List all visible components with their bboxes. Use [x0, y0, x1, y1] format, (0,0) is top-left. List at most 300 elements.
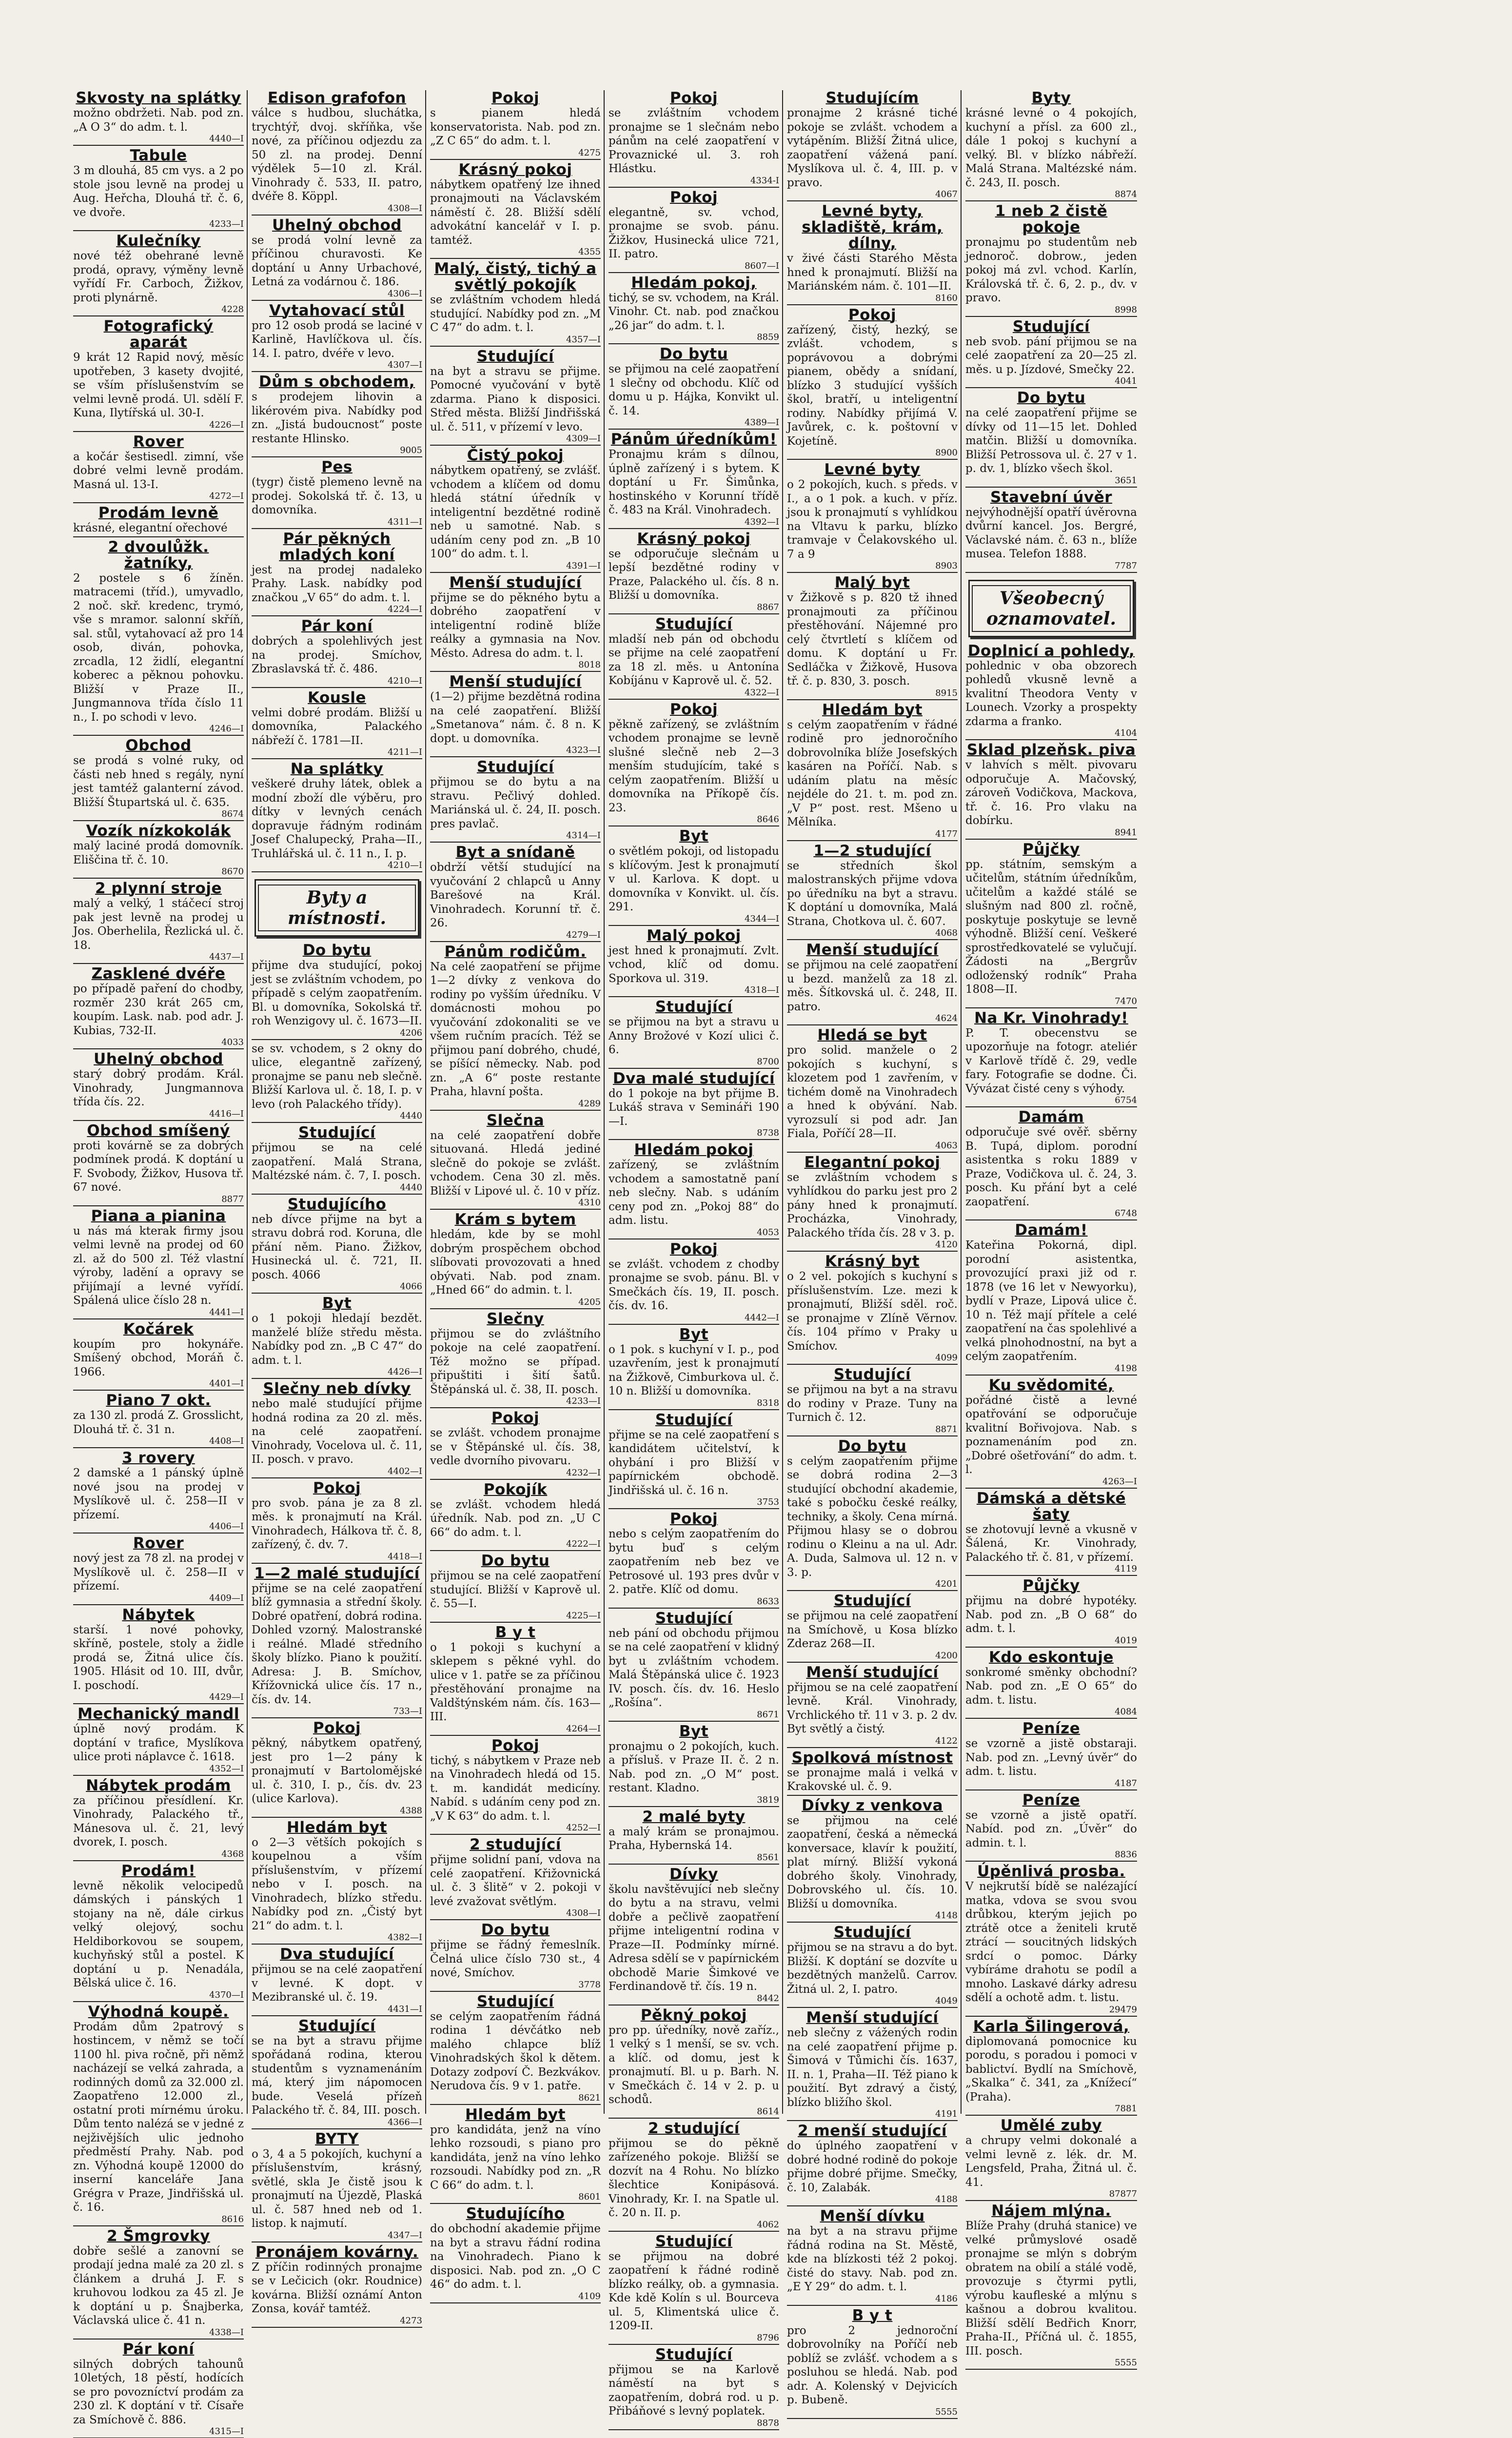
- classified-ad: [430, 759, 601, 843]
- ad-body: obdrží větší studující na vyučování 2 chlapců u Anny Barešové na Král. Vinohradech. Korunní tř. č. 26.: [430, 861, 601, 930]
- classified-ad: [965, 1721, 1137, 1790]
- classified-ad: [252, 1480, 422, 1564]
- ad-reference-number: 4104: [965, 728, 1137, 740]
- classified-ad: [430, 674, 601, 757]
- classified-ad: [252, 1197, 422, 1294]
- ad-heading: Skvosty na splátky: [73, 90, 244, 106]
- ad-body: s celým zaopatřením v řádné rodině pro jednoročního dobrovolníka blíže Josefských kasáren na Poříčí. Nab. s udáním platu na měsíc nejdéle do 21. t. m. pod zn. „V P“ post. rest. Mšeno u Mělníka.: [787, 718, 958, 829]
- ad-body: pořádné čistě a levné opatřování se odporučuje kvalitní Bořivojova. Nab. s poznamenáním pod zn. „Dobré ošetřování“ do adm. t. l.: [965, 1394, 1137, 1477]
- ad-body: nebo malé studující přijme hodná rodina za 20 zl. měs. na celé zaopatření. Vinohrady, Vocelova ul. č. 11, II. posch. v pravo.: [252, 1397, 422, 1467]
- classified-ad: [609, 1867, 779, 2005]
- classified-ad: [609, 1142, 779, 1239]
- ad-reference-number: 4066: [252, 1282, 422, 1294]
- ad-body: Prodám dům 2patrový s hostincem, v němž se točí 1100 hl. piva ročně, při němž nacházejí se velká zahrada, a rodinných domů za 32.000 zl. Zaopatřeno 12.000 zl., ostatní proti mírnému úroku. Dům tento nalézá se v jedné z nejživějších ulic jednoho předměstí Prahy. Nab. pod zn. Výhodná koupě 12000 do inserní kanceláře Jana Grégra v Praze, Jindřišská ul. č. 16.: [73, 2020, 244, 2215]
- ad-body: pronajme 2 krásné tiché pokoje se zvlášt. vchodem a vytápěním. Bližší Žitná ulice, zaopatření vážená paní. Myslíkova ul. č. 4, III. p. v pravo.: [787, 106, 958, 190]
- ad-body: se odporučuje slečnám u lepší bezdětné rodiny v Praze, Palackého ul. čís. 8 n. Bližší u domovníka.: [609, 547, 779, 603]
- classified-ad: [430, 1625, 601, 1736]
- classified-ad: [965, 1792, 1137, 1862]
- ad-body: pp. státním, semským a učitelům, státním úředníkům, učitelům a každé stálé se slušným nad 800 zl. ročně, poskytuje poskytuje se levně výhodně. Bližší cení. Veškeré sprostředkovatelé se vylučují. Žádosti na „Bergrův odloženský rodník“ Praha 1808—II.: [965, 858, 1137, 997]
- ad-heading: Hledám pokoj: [609, 1142, 779, 1158]
- ad-heading: Mechanický mandl: [73, 1706, 244, 1722]
- ad-heading: Krásný pokoj: [609, 531, 779, 547]
- classified-ad: [73, 1607, 244, 1705]
- ad-body: se zvlášt. vchodem hledá úředník. Nab. pod zn. „U C 66“ do adm. t. l.: [430, 1498, 601, 1540]
- ad-body: se přijmou na celé zaopatření 1 slečny od obchodu. Klíč od domu u p. Hájka, Konvikt ul. č. 14.: [609, 362, 779, 418]
- classified-ad: [252, 459, 422, 529]
- ad-body: neb slečny z vážených rodin na celé zaopatření přijme p. Šimová v Tůmichi čís. 1637, II. n. 1, Praha—II. Též piano k použití. Byt zdravý a čistý, blízko bližího škol.: [787, 2026, 958, 2109]
- ad-reference-number: 4191: [787, 2109, 958, 2121]
- ad-heading: Byt a snídaně: [430, 845, 601, 861]
- ad-heading: Dívky z venkova: [787, 1798, 958, 1814]
- ad-reference-number: 4233—I: [430, 1396, 601, 1408]
- classified-ad: [430, 1212, 601, 1309]
- ad-reference-number: 4347—I: [252, 2231, 422, 2242]
- ad-reference-number: 4408—I: [73, 1436, 244, 1448]
- ad-reference-number: 4264—I: [430, 1724, 601, 1736]
- ad-heading: Pokoj: [787, 307, 958, 323]
- ad-body: dobrých a spolehlivých jest na prodej. Smíchov, Zbraslavská tř. č. 486.: [252, 634, 422, 676]
- classified-ad: [787, 462, 958, 573]
- ad-body: pro 2 jednoroční dobrovolníky na Poříčí neb poblíž se zvlášť. vchodem a s posluhou se hledá. Nab. pod adr. A. Kolenský v Dejvicích p. Bubeně.: [787, 2324, 958, 2407]
- ad-heading: Umělé zuby: [965, 2118, 1137, 2134]
- ad-body: nový jest za 78 zl. na prodej v Myslíkově ul. č. 258—II v přízemí.: [73, 1552, 244, 1593]
- ad-body: sonkromé směnky obchodní? Nab. pod zn. „E O 65“ do adm. t. listu.: [965, 1666, 1137, 1708]
- classified-ad: [609, 2121, 779, 2232]
- ad-body: V nejkrutší bídě se nalézající matka, vdova se svou svou drůbkou, kterým jejich po ztrátě otce a ženiteli krutě ztrácí — soucitných lidských srdcí o pomoc. Dárky vybíráme drahotu se podíl a mnoho. Laskavé dárky adresu sdělí a ochotě adm. t. listu.: [965, 1880, 1137, 2005]
- ad-heading: Na Kr. Vinohrady!: [965, 1010, 1137, 1026]
- ad-body: pro 12 osob prodá se laciné v Karlině, Havlíčkova ul. čís. 14. I. patro, dvéře v levo.: [252, 319, 422, 361]
- classified-ad: [430, 1922, 601, 1992]
- classified-ad: [787, 1665, 958, 1748]
- classified-ad: [609, 2234, 779, 2345]
- ad-heading: Pánům rodičům.: [430, 944, 601, 960]
- ad-reference-number: 4306—I: [252, 289, 422, 301]
- classified-ad: [73, 1123, 244, 1206]
- ad-reference-number: 4389—I: [609, 418, 779, 430]
- ad-reference-number: 4062: [609, 2220, 779, 2232]
- ad-heading: Studující: [787, 1367, 958, 1383]
- classified-ad: [609, 2007, 779, 2119]
- classified-ad: [609, 828, 779, 926]
- classified-ad: [965, 319, 1137, 389]
- ad-reference-number: 8671: [609, 1710, 779, 1722]
- section-heading-label: Všeobecný oznamovatel.: [972, 585, 1131, 632]
- ad-reference-number: 4211—I: [252, 747, 422, 759]
- ad-reference-number: 4401—I: [73, 1379, 244, 1391]
- ad-reference-number: [787, 1794, 958, 1796]
- ad-heading: Do bytu: [430, 1922, 601, 1938]
- classified-ad: [609, 928, 779, 998]
- ad-heading: Menší studující: [787, 942, 958, 958]
- classified-ad: [787, 1155, 958, 1252]
- ad-body: neb svob. pání přijmou se na celé zaopatření za 20—25 zl. měs. u p. Jízdové, Smečky 22.: [965, 335, 1137, 377]
- ad-heading: Hledá se byt: [787, 1027, 958, 1043]
- classified-ad: [430, 944, 601, 1111]
- ad-heading: Dámská a dětské šaty: [965, 1491, 1137, 1523]
- ad-reference-number: 4232—I: [430, 1468, 601, 1480]
- ad-body: se středních škol malostranských přijme vdova po úředníku na byt a stravu. K doptání u domovníka, Malá Strana, Chotkova ul. č. 607.: [787, 859, 958, 929]
- section-heading-byty: [255, 879, 419, 937]
- ad-heading: 3 rovery: [73, 1450, 244, 1466]
- ad-reference-number: 4222—I: [430, 1539, 601, 1551]
- ad-body: přijme dva studující, pokoj jest se zvláštním vchodem, po případě s celým zaopatřením. Bl. u domovníka, Sokolská tř. roh Wenzigovy ul. č. 1673—II.: [252, 959, 422, 1028]
- classified-ad: [965, 1010, 1137, 1108]
- ad-reference-number: 8621: [430, 2093, 601, 2105]
- ad-body: přijme se řádný řemeslník. Čelná ulice číslo 730 st., 4 nové, Smíchov.: [430, 1938, 601, 1980]
- ad-reference-number: 7787: [965, 561, 1137, 573]
- ad-heading: Levné byty: [787, 462, 958, 478]
- classified-ad: [73, 823, 244, 879]
- ad-reference-number: 4122: [787, 1736, 958, 1748]
- ad-body: u nás má kterak firmy jsou velmi levně na prodej od 60 zl. až do 500 zl. Též vlastní výroby, ladění a opravy se přijímají a levné vyřídí. Spálená ulice číslo 28 n.: [73, 1224, 244, 1308]
- ad-reference-number: 8998: [965, 305, 1137, 317]
- ad-heading: Ku svědomité,: [965, 1377, 1137, 1394]
- column-3: [430, 90, 605, 2114]
- classified-ad: [965, 2203, 1137, 2370]
- ad-heading: Dívky: [609, 1867, 779, 1883]
- ad-heading: Byt: [252, 1296, 422, 1312]
- ad-reference-number: 4148: [787, 1911, 958, 1923]
- classified-ad: [73, 1706, 244, 1776]
- classified-ad: [787, 2208, 958, 2306]
- ad-body: se zvláštním vchodem s vyhlídkou do parku jest pro 2 pány hned k pronajmutí. Procházka, Vinohrady, Palackého třída čís. 28 v 3. p.: [787, 1171, 958, 1240]
- ad-body: malý a velký, 1 stáčecí stroj pak jest levně na prodej u Jos. Oberhelila, Řezlická ul. č. 18.: [73, 897, 244, 952]
- ad-heading: Pokoj: [430, 1738, 601, 1754]
- ad-reference-number: 4187: [965, 1779, 1137, 1790]
- ad-heading: Damám: [965, 1109, 1137, 1125]
- ad-heading: Studující: [609, 1412, 779, 1428]
- ad-body: nové též obehrané levně prodá, opravy, výměny levně vyřídí Fr. Carboch, Žižkov, proti plynárně.: [73, 249, 244, 305]
- ad-heading: Menší studující: [430, 674, 601, 690]
- ad-body: o 1 pokoji s kuchyní a sklepem s pěkné vyhl. do ulice v 1. patře se za příčinou přestěhování pronajme na Valdštýnském nám. čís. 163—III.: [430, 1641, 601, 1724]
- ad-reference-number: 4289: [430, 1099, 601, 1111]
- classified-ad: [430, 1311, 601, 1409]
- ad-reference-number: 4225—I: [430, 1611, 601, 1623]
- ad-body: se zvlášt. vchodem pronajme se v Štěpánské ul. čís. 38, vedle dvorního pivovaru.: [430, 1426, 601, 1468]
- ad-body: pronajmu po studentům neb jednoroč. dobrow., jeden pokoj má zvl. vchod. Karlín, Královská tř. č. 6, 2. p., dv. v pravo.: [965, 236, 1137, 305]
- classified-ad: [73, 1778, 244, 1861]
- classified-ad: [252, 2131, 422, 2242]
- ad-body: Pronajmu krám s dílnou, úplně zařízený i s bytem. K doptání u Fr. Šimůnka, hostinského v Korunní třídě č. 483 na Král. Vinohradech.: [609, 448, 779, 517]
- ad-heading: Čistý pokoj: [430, 448, 601, 464]
- ad-heading: 2 menší studující: [787, 2123, 958, 2139]
- ad-body: hledám, kde by se mohl dobrým prospěchem obchod slíbovati provozovati a hned obývati. Nab. pod znam. „Hned 66“ do admin. t. l.: [430, 1228, 601, 1298]
- ad-reference-number: 4418—I: [252, 1552, 422, 1564]
- ad-body: na byt a na stravu přijme řádná rodina na St. Městě, kde na blízkosti též 2 pokoj. čisté do stavy. Nab. pod zn. „E Y 29“ do adm. t. l.: [787, 2224, 958, 2294]
- ad-reference-number: 4442—I: [609, 1313, 779, 1325]
- ad-heading: Piano 7 okt.: [73, 1393, 244, 1409]
- ad-heading: Edison grafofon: [252, 90, 422, 106]
- ad-reference-number: 4426—I: [252, 1367, 422, 1379]
- classified-ad: [430, 261, 601, 347]
- classified-ad: [430, 2107, 601, 2204]
- ad-heading: Hledám byt: [252, 1820, 422, 1836]
- ad-body: s pianem hledá konservatoristа. Nab. pod zn. „Z C 65“ do adm. t. l.: [430, 106, 601, 148]
- ad-heading: Obchod smíšený: [73, 1123, 244, 1139]
- ad-reference-number: 87877: [965, 2189, 1137, 2201]
- ad-heading: Spolková místnost: [787, 1750, 958, 1766]
- column-1: [73, 90, 248, 2114]
- ad-heading: Menší studující: [787, 1665, 958, 1681]
- classified-ad: [252, 1042, 422, 1123]
- ad-reference-number: 4392—I: [609, 517, 779, 529]
- ad-heading: Menší studující: [430, 575, 601, 591]
- ad-body: odporučuje své ověř. sběrny B. Tupá, diplom. porodní asistentka s roku 1889 v Praze, Vodičkova ul. č. 24, 3. posch. Ku přání byt a celé zaopatření.: [965, 1125, 1137, 1209]
- classified-ad: [787, 2010, 958, 2121]
- ad-body: 9 krát 12 Rapid nový, měsíc upotřeben, 3 kasety dvojité, se vším příslušenstvím se velmi levně prodá. Ul. sdělí F. Kuna, Ilytířská ul. 30-I.: [73, 351, 244, 420]
- ad-reference-number: 8878: [609, 2418, 779, 2430]
- classified-ad: [787, 575, 958, 700]
- ad-heading: Kousle: [252, 690, 422, 706]
- ad-heading: Menší dívku: [787, 2208, 958, 2224]
- ad-body: 2 postele s 6 žíněn. matracemi (tříd.), umyvadlo, 2 noč. skř. kredenc, trymó, vše s mramor. salonní skříň, sal. stůl, vytahovací až pro 14 osob, diván, pohovka, zrcadla, 12 židlí, elegantní koberec a pěknou pohovku. Bližší v Praze II., Jungmannova třída číslo 11 n., I. po schodi v levo.: [73, 571, 244, 725]
- classified-ad: [965, 390, 1137, 488]
- ad-reference-number: 4338—I: [73, 2328, 244, 2340]
- ad-reference-number: 4402—I: [252, 1467, 422, 1478]
- ad-body: zařízený, čistý, hezký, se zvlášt. vchodem, s poprávovou a dobrými pianem, obědy a snídaní, blízko 3 studující vyšších škol, bratří, u inteligentní rodiny. Nabídky přijímá V. Javůrek, c. k. poštovní v Kojetíně.: [787, 323, 958, 449]
- ad-reference-number: 4323—I: [430, 746, 601, 757]
- ad-body: možno obdržeti. Nab. pod zn. „A O 3“ do adm. t. l.: [73, 106, 244, 134]
- ad-body: se přijmou na byt a na stravu do rodiny v Praze. Tuny na Turnich č. 12.: [787, 1383, 958, 1425]
- ad-heading: Rover: [73, 434, 244, 450]
- classified-ad: [430, 1113, 601, 1210]
- classified-ad: [787, 90, 958, 201]
- ad-body: pro svob. pána je za 8 zl. měs. k pronajmutí na Král. Vinohradech, Hálkova tř. č. 8, zařízený, č. dv. 7.: [252, 1496, 422, 1552]
- ad-heading: Karla Šilingerová,: [965, 2019, 1137, 2035]
- ad-body: se přijmou na celé zaopatření u bezd. manželů za 18 zl. měs. Šítkovská ul. č. 248, II. patro.: [787, 958, 958, 1014]
- ad-reference-number: 4344—I: [609, 914, 779, 926]
- ad-reference-number: 8674: [73, 809, 244, 821]
- column-6: [965, 90, 1140, 2114]
- ad-reference-number: 4275: [430, 148, 601, 160]
- classified-ad: [965, 1864, 1137, 2017]
- ad-heading: Nájem mlýna.: [965, 2203, 1137, 2219]
- ad-body: Na celé zaopatření se přijme 1—2 dívky z venkova do rodiny po vyšším úředníku. V domácnosti mohou po vyučování zdokonaliti se ve všem ručním pracích. Též se přijmou paní dobrého, chudé, se píšící německy. Nab. pod zn. „A 6“ poste restante Praha, hlavní pošta.: [430, 960, 601, 1099]
- ad-body: se na byt a stravu přijme spořádaná rodina, kterou studentům s vyznamenáním má, který jim nápomocen bude. Veselá přízeň Palackého tř. č. 84, III. posch.: [252, 2034, 422, 2118]
- classified-ad: [252, 1296, 422, 1379]
- ad-heading: 1 neb 2 čistě pokoje: [965, 203, 1137, 236]
- ad-heading: Studující: [609, 616, 779, 632]
- ad-heading: Pár pěkných mladých koní: [252, 531, 422, 563]
- ad-heading: Vytahovací stůl: [252, 303, 422, 319]
- classified-ad: [430, 1553, 601, 1623]
- ad-body: mladší neb pán od obchodu se přijme na celé zaopatření za 18 zl. měs. u Antonína Kobíjánu v Kaprově ul. č. 52.: [609, 632, 779, 688]
- ad-heading: Hledám byt: [430, 2107, 601, 2123]
- ad-body: veškeré druhy látek, oblek a modní zboží dle výběru, pro dítky v levných cenách dopravuje řádným rodinám Josef Chalupecký, Praha—II., Truhlářská ul. č. 11 n., I. p.: [252, 777, 422, 861]
- ad-heading: Na splátky: [252, 761, 422, 777]
- ad-heading: 1—2 malé studující: [252, 1566, 422, 1582]
- ad-heading: BYTY: [252, 2131, 422, 2147]
- ad-body: pěkně zařízený, se zvláštním vchodem pronajme se levně slušné slečně neb 2—3 menším studujícím, také s celým zaopatřením. Bližší u domovníka na Příkopě čís. 23.: [609, 718, 779, 815]
- ad-reference-number: 8915: [787, 688, 958, 700]
- ad-body: se prodá s volné ruky, od části neb hned s regály, nyní jest tamtéž galanterní závod. Bližší Štupartská ul. č. 635.: [73, 754, 244, 809]
- ad-reference-number: 7470: [965, 997, 1137, 1008]
- classified-ad: [430, 575, 601, 672]
- ad-reference-number: 8836: [965, 1850, 1137, 1862]
- ad-reference-number: 4382—I: [252, 1933, 422, 1945]
- ad-body: pohlednic v oba obzorech pohledů vkusně levně a kvalitní Theodora Venty v Lounech. Vzorky a prospekty zdarma a franko.: [965, 659, 1137, 729]
- ad-reference-number: 8442: [609, 1994, 779, 2005]
- ad-reference-number: 8670: [73, 867, 244, 879]
- classified-ad: [965, 490, 1137, 573]
- classified-ad: [73, 1450, 244, 1534]
- ad-reference-number: 5555: [965, 2358, 1137, 2370]
- ad-reference-number: 4308—I: [252, 204, 422, 216]
- ad-reference-number: 8616: [73, 2215, 244, 2226]
- ad-body: na celé zaopatření dobře situovaná. Hledá jediné slečně do pokoje se zvlášt. vchodem. Cena 30 zl. měs. Bližší v Lipové ul. č. 10 v příz.: [430, 1129, 601, 1199]
- ad-reference-number: 4033: [73, 1038, 244, 1049]
- ad-heading: Menší studující: [787, 2010, 958, 2026]
- ad-heading: Do bytu: [965, 390, 1137, 406]
- classified-ad: [430, 1410, 601, 1480]
- classified-ad: [73, 1863, 244, 2002]
- ad-reference-number: 4084: [965, 1707, 1137, 1719]
- ad-body: se zvláštním vchodem hledá studující. Nabídky pod zn. „M C 47“ do adm. t. l.: [430, 293, 601, 335]
- ad-body: jest hned k pronajmutí. Zvlt. vchod, klíč od domu. Sporkova ul. 319.: [609, 944, 779, 986]
- ad-heading: Pár koní: [252, 618, 422, 634]
- ad-heading: 2 studující: [430, 1837, 601, 1853]
- ad-body: přijmou se na Karlově náměstí na byt s zaopatřením, dobrá rod. u p. Přibáňové s levný poplatek.: [609, 2363, 779, 2418]
- classified-ad: [73, 966, 244, 1049]
- ad-heading: Dva studující: [252, 1946, 422, 1963]
- ad-reference-number: 4049: [787, 1996, 958, 2008]
- ad-heading: Rover: [73, 1535, 244, 1552]
- ad-reference-number: 6754: [965, 1096, 1137, 1107]
- classified-ad: [252, 1820, 422, 1945]
- ad-body: proti kovárně se za dobrých podmínek prodá. K doptání u F. Svobody, Žižkov, Husova tř. 67 nové.: [73, 1139, 244, 1195]
- ad-body: se přijmou na celé zaopatření na Smíchově, u Kosa blízko Zderaz 268—II.: [787, 1609, 958, 1651]
- ad-reference-number: 4440: [252, 1111, 422, 1123]
- ad-reference-number: 29479: [965, 2005, 1137, 2017]
- classified-ad: [73, 90, 244, 146]
- ad-reference-number: 4370—I: [73, 1990, 244, 2002]
- ad-heading: Studujícího: [252, 1197, 422, 1213]
- ad-body: do obchodní akademie přijme na byt a stravu řádní rodina na Vinohradech. Piano k disposici. Nab. pod zn. „O C 46“ do adm. t. l.: [430, 2222, 601, 2292]
- ad-reference-number: 4210—I: [252, 676, 422, 688]
- ad-body: silných dobrých tahounů 10letých, 18 pěstí, hodících se pro povozníctví prodám za 230 zl. K doptání v tř. Císaře za Smíchově č. 886.: [73, 2358, 244, 2427]
- ad-reference-number: 4441—I: [73, 1308, 244, 1319]
- ad-heading: Zasklené dvéře: [73, 966, 244, 982]
- ad-reference-number: 8903: [787, 561, 958, 573]
- ad-heading: Studující: [430, 349, 601, 365]
- classified-ad: [73, 1208, 244, 1319]
- ad-reference-number: 4067: [787, 190, 958, 201]
- ad-heading: Byt: [609, 828, 779, 845]
- ad-reference-number: 8700: [609, 1057, 779, 1069]
- ad-body: přijmou se do bytu a na stravu. Pečlivý dohled. Mariánská ul. č. 24, II. posch. pres pavlač.: [430, 775, 601, 831]
- ad-body: 2 damské a 1 pánský úplně nové jsou na prodej v Myslíkově ul. č. 258—II v přízemí.: [73, 1466, 244, 1522]
- classified-ad: [73, 738, 244, 821]
- ad-body: přijme se na celé zaopatření s kandidátem učitelství, k ohybání i pro Bližší v papírnickém obchodě. Jindřišská ul. č. 16 n.: [609, 1428, 779, 1498]
- ad-body: (1—2) přijme bezdětná rodina na celé zaopatření. Bližší „Smetanova“ nám. č. 8 n. K dopt. u domovníka.: [430, 690, 601, 746]
- ad-reference-number: 4318—I: [609, 985, 779, 997]
- ad-body: tichý, se sv. vchodem, na Král. Vinohr. Ct. nab. pod značkou „26 jar“ do adm. t. l.: [609, 291, 779, 333]
- ad-body: (tygr) čistě plemeno levně na prodej. Sokolská tř. č. 13, u domovníka.: [252, 475, 422, 517]
- ad-body: v živé části Starého Města hned k pronajmutí. Bližší na Mariánském nám. č. 101—II.: [787, 252, 958, 294]
- ad-reference-number: 4315—I: [73, 2427, 244, 2438]
- classified-ad: [252, 90, 422, 216]
- ad-reference-number: 3753: [609, 1497, 779, 1509]
- ad-reference-number: 4416—I: [73, 1109, 244, 1121]
- classified-ad: [252, 618, 422, 688]
- ad-body: nebo s celým zaopatřením do bytu buď s celým zaopatřením neb bez ve Petrosové ul. 193 pres dvůr v 2. patře. Klíč od domu.: [609, 1527, 779, 1597]
- ad-body: neb pání od obchodu přijmou se na celé zaopatření v klidný byt u zvláštním vchodem. Malá Štěpánská ulice č. 1923 IV. posch. čís. dv. 16. Heslo „Rošína“.: [609, 1627, 779, 1710]
- ad-body: o 2—3 větších pokojích s koupelnou a vším příslušenstvím, v přízemí nebo v I. posch. na Vinohradech, blízko středu. Nabídky pod zn. „Čistý byt 21“ do adm. t. l.: [252, 1836, 422, 1933]
- ad-heading: Hledám byt: [787, 702, 958, 718]
- classified-ad: [787, 942, 958, 1025]
- classified-ad: [609, 1241, 779, 1325]
- ad-reference-number: [73, 535, 244, 537]
- ad-reference-number: 4233—I: [73, 219, 244, 231]
- classified-ad: [609, 1071, 779, 1140]
- ad-body: elegantně, sv. vchod, pronajme se svob. pánu. Žižkov, Husinecká ulice 721, II. patro.: [609, 206, 779, 261]
- ad-reference-number: 4440—I: [73, 134, 244, 146]
- ad-heading: Pánům úředníkům!: [609, 432, 779, 448]
- ad-heading: Malý byt: [787, 575, 958, 591]
- ad-body: přijme solidní paní, vdova na celé zaopatření. Křižovnická ul. č. 3 šlitě“ v 2. pokoji v levé zvažovat světlým.: [430, 1853, 601, 1908]
- ad-body: v Žižkově s p. 820 tž ihned pronajmouti za příčinou přestěhování. Nájemné pro celý čtvrtletí s klíčem od domu. K doptání u Fr. Sedláčka v Žižkově, Husova tř. č. p. 830, 3. posch.: [787, 591, 958, 688]
- ad-body: s prodejem lihovin a likérovém piva. Nabídky pod zn. „Jistá budoucnost“ poste restante Hlinsko.: [252, 390, 422, 446]
- ad-reference-number: 4252—I: [430, 1823, 601, 1835]
- ad-heading: Kdo eskontuje: [965, 1650, 1137, 1666]
- classified-ad: [252, 1720, 422, 1818]
- ad-reference-number: 4624: [787, 1014, 958, 1025]
- classified-ad: [430, 1482, 601, 1552]
- ad-heading: Malý pokoj: [609, 928, 779, 944]
- classified-ad: [787, 843, 958, 941]
- classified-ad: [787, 1367, 958, 1436]
- classified-ad: [430, 845, 601, 942]
- ad-body: nábytkem opatřený lze ihned pronajmouti na Václavském náměstí č. 28. Bližší sdělí advokátní kancelář v I. p. tamtéž.: [430, 178, 601, 248]
- ad-heading: Peníze: [965, 1792, 1137, 1809]
- classified-ad: [430, 2206, 601, 2303]
- ad-reference-number: 4366—I: [252, 2118, 422, 2129]
- ad-body: se přijmou na celé zaopatření, česká a německá konversace, klavír k použití, plat mírný. Bližší vykoná dobrého školy. Vinohrady, Dobrovského ul. čís. 10. Bližší u domovníka.: [787, 1814, 958, 1911]
- ad-heading: 2 malé byty: [609, 1809, 779, 1825]
- ad-heading: Byt: [609, 1327, 779, 1343]
- classified-ad: [430, 1738, 601, 1835]
- ad-reference-number: 3651: [965, 476, 1137, 488]
- ad-heading: Výhodná koupě.: [73, 2004, 244, 2020]
- ad-reference-number: 4019: [965, 1636, 1137, 1648]
- ad-body: nábytkem opatřený, se zvlášť. vchodem a klíčem od domu hledá státní úředník v inteligentní bezdětné rodině neb u samotné. Nab. s udáním ceny pod zn. „B 10 100“ do adm. t. l.: [430, 464, 601, 561]
- ad-body: Blíže Prahy (druhá stanice) ve velké průmyslové osadě pronajme se mlýn s dobrým obratem na obilí a stálé vodě, provozuje s čtyrmi pytli, výrobu kaufleské a mlýnu s kašnou a dobrou kvalitou. Bližší sdělí Bedřich Knorr, Praha-II., Příčná ul. č. 1855, III. posch.: [965, 2219, 1137, 2358]
- classified-ad: [252, 761, 422, 872]
- ad-reference-number: 4041: [965, 376, 1137, 388]
- ad-body: přijme se do pěkného bytu a dobrého zaopatření v inteligentní rodině blíže reálky a gymnasia na Nov. Město. Adresa do adm. t. l.: [430, 591, 601, 661]
- classified-ad: [252, 943, 422, 1040]
- classified-ad: [609, 999, 779, 1069]
- ad-heading: Obchod: [73, 738, 244, 754]
- ad-body: a kočár šestisedl. zimní, vše dobré velmi levně prodám. Masná ul. 13-I.: [73, 450, 244, 492]
- classified-ad: [73, 2228, 244, 2340]
- ad-body: 3 m dlouhá, 85 cm vys. a 2 po stole jsou levně na prodej u Aug. Heřcha, Dlouhá tř. č. 6, ve dvoře.: [73, 164, 244, 219]
- classified-ad: [787, 1798, 958, 1923]
- ad-reference-number: 4109: [430, 2292, 601, 2303]
- ad-reference-number: 4388: [252, 1806, 422, 1818]
- section-heading-oznamovatel: [968, 580, 1134, 637]
- ad-heading: Studující: [787, 1593, 958, 1609]
- classified-ad: [252, 2018, 422, 2129]
- ad-reference-number: 8738: [609, 1128, 779, 1140]
- ad-heading: Nábytek prodám: [73, 1778, 244, 1794]
- ad-body: po případě paření do chodby, rozměr 230 krát 265 cm, koupím. Lask. nab. pod adr. J. Kubias, 732-II.: [73, 982, 244, 1038]
- ad-reference-number: 8614: [609, 2107, 779, 2119]
- ad-body: přijme se na celé zaopatření blíž gymnasia a střední školy. Dobré opatření, dobrá rodina. Dohled vzorný. Malostranské i reálné. Mladé středního školy blízko. Piano k použití. Adresa: J. B. Smíchov, Křížovnická ulice čís. 17 n., čís. dv. 14.: [252, 1582, 422, 1707]
- classified-ad: [252, 1566, 422, 1719]
- ad-body: s celým zaopatřením přijme se dobrá rodina 2—3 studující obchodní akademie, také s pobočku české reálky, techniky, a školy. Cena mírná. Přijmou hlasy se o dobrou rodinu o Kleinu a na ul. Adr. A. Duda, Salmova ul. 12 n. v 3. p.: [787, 1455, 958, 1580]
- ad-reference-number: 4307—I: [252, 360, 422, 372]
